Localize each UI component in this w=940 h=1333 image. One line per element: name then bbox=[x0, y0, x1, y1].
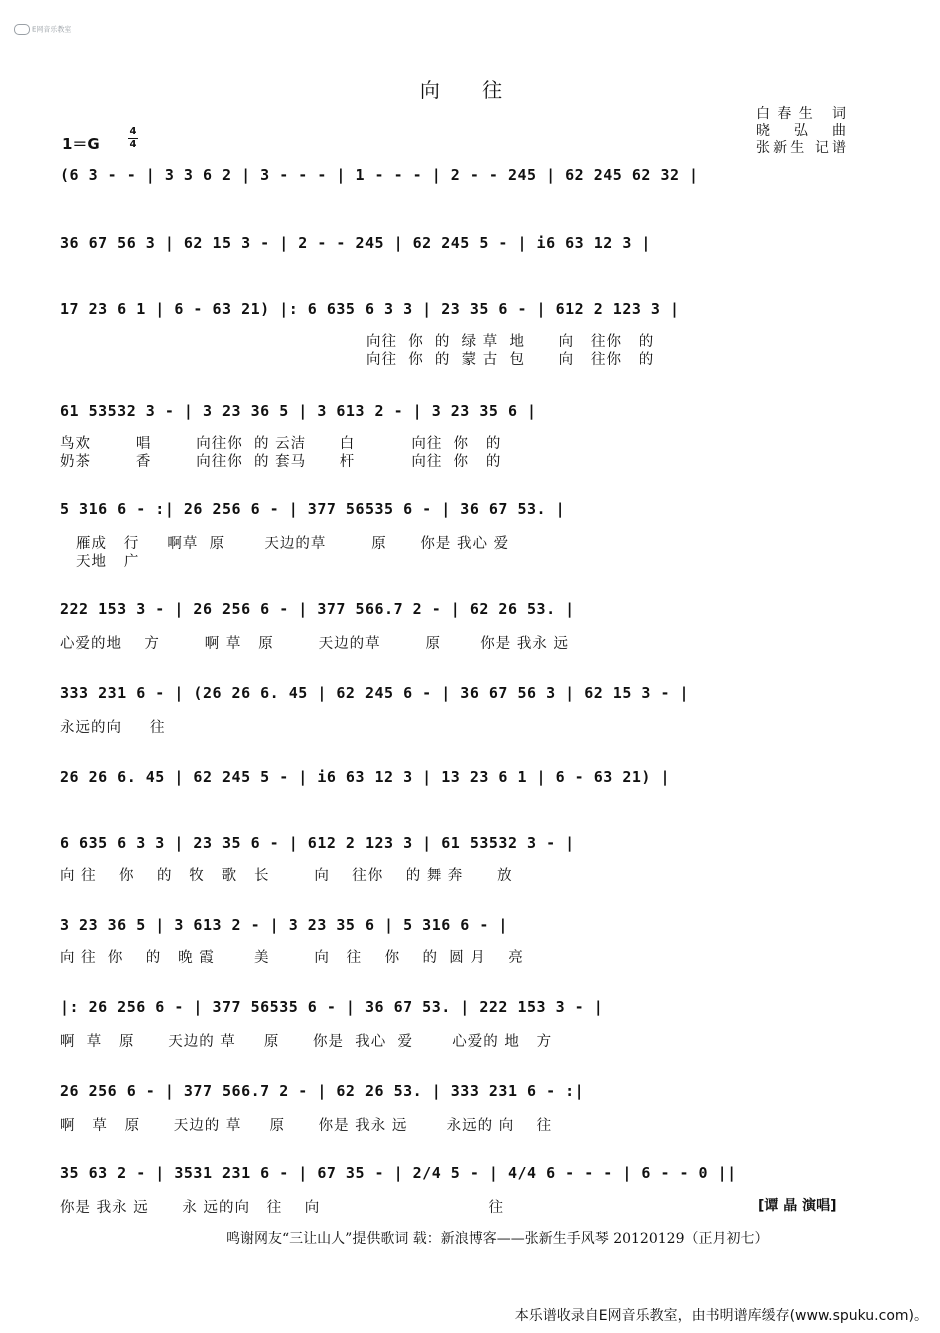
score-line-12: 26 256 6 - | 377 566.7 2 - | 62 26 53. | 333 231 6 - :| bbox=[60, 1082, 585, 1100]
logo-icon bbox=[14, 24, 30, 35]
score-line-10: 3 23 36 5 | 3 613 2 - | 3 23 35 6 | 5 316 6 - | bbox=[60, 916, 508, 934]
score-line-4: 61 53532 3 - | 3 23 36 5 | 3 613 2 - | 3 23 35 6 | bbox=[60, 402, 537, 420]
watermark-text: E网音乐教室 bbox=[32, 25, 72, 34]
lyric-line: 啊 草 原 天边的 草 原 你是 我心 爱 心爱的 地 方 bbox=[60, 1034, 553, 1050]
lyric-line: 向往 你 的 蒙 古 包 向 往你 的 bbox=[366, 352, 655, 368]
notation-credit: 张新生 记谱 bbox=[756, 140, 846, 156]
score-line-9: 6 635 6 3 3 | 23 35 6 - | 612 2 123 3 | 61 53532 3 - | bbox=[60, 834, 575, 852]
score-line-11: |: 26 256 6 - | 377 56535 6 - | 36 67 53. | 222 153 3 - | bbox=[60, 998, 604, 1016]
lyricist-credit: 白春生 词 bbox=[756, 106, 846, 122]
score-line-2: 36 67 56 3 | 62 15 3 - | 2 - - 245 | 62 245 5 - | i6 63 12 3 | bbox=[60, 234, 651, 252]
score-line-13: 35 63 2 - | 3531 231 6 - | 67 35 - | 2/4 5 - | 4/4 6 - - - | 6 - - 0 || bbox=[60, 1164, 737, 1182]
acknowledgement: 鸣谢网友“三让山人”提供歌词 载：新浪博客——张新生手风琴 20120129（正月初七） bbox=[226, 1231, 769, 1247]
lyric-line: 奶茶 香 向往你 的 套马 杆 向往 你 的 bbox=[60, 454, 502, 470]
lyric-line: 向 往 你 的 牧 歌 长 向 往你 的 舞 奔 放 bbox=[60, 868, 513, 884]
score-line-3: 17 23 6 1 | 6 - 63 21) |: 6 635 6 3 3 | 23 35 6 - | 612 2 123 3 | bbox=[60, 300, 680, 318]
time-signature bbox=[128, 127, 138, 150]
watermark-logo bbox=[14, 24, 71, 35]
score-line-7: 333 231 6 - | (26 26 6. 45 | 62 245 6 - | 36 67 56 3 | 62 15 3 - | bbox=[60, 684, 690, 702]
time-numerator: 4 bbox=[129, 126, 137, 137]
credits bbox=[756, 106, 846, 157]
lyric-line: 心爱的地 方 啊 草 原 天边的草 原 你是 我永 远 bbox=[60, 636, 569, 652]
lyric-line: 向 往 你 的 晚 霞 美 向 往 你 的 圆 月 亮 bbox=[60, 950, 524, 966]
lyric-line: 永远的向 往 bbox=[60, 720, 166, 736]
footer-source: 本乐谱收录自E网音乐教室，由书明谱库缓存(www.spuku.com)。 bbox=[514, 1308, 928, 1324]
key-signature: 1＝G bbox=[62, 135, 100, 153]
lyric-line: 你是 我永 远 永 远的向 往 向 往 bbox=[60, 1200, 505, 1216]
composer-credit: 晓 弘 曲 bbox=[756, 123, 846, 139]
lyric-line: 天地 广 bbox=[76, 554, 140, 570]
singer-credit: [谭 晶 演唱] bbox=[758, 1198, 837, 1214]
lyric-line: 鸟欢 唱 向往你 的 云洁 白 向往 你 的 bbox=[60, 436, 502, 452]
score-line-8: 26 26 6. 45 | 62 245 5 - | i6 63 12 3 | 13 23 6 1 | 6 - 63 21) | bbox=[60, 768, 670, 786]
lyric-line: 向往 你 的 绿 草 地 向 往你 的 bbox=[366, 334, 655, 350]
score-line-5: 5 316 6 - :| 26 256 6 - | 377 56535 6 - | 36 67 53. | bbox=[60, 500, 566, 518]
score-line-1: (6 3 - - | 3 3 6 2 | 3 - - - | 1 - - - | 2 - - 245 | 62 245 62 32 | bbox=[60, 166, 699, 184]
lyric-line: 啊 草 原 天边的 草 原 你是 我永 远 永远的 向 往 bbox=[60, 1118, 553, 1134]
song-title: 向 往 bbox=[419, 78, 521, 102]
time-denominator: 4 bbox=[129, 139, 137, 150]
score-line-6: 222 153 3 - | 26 256 6 - | 377 566.7 2 - | 62 26 53. | bbox=[60, 600, 575, 618]
lyric-line: 雁成 行 啊草 原 天边的草 原 你是 我心 爱 bbox=[76, 536, 510, 552]
